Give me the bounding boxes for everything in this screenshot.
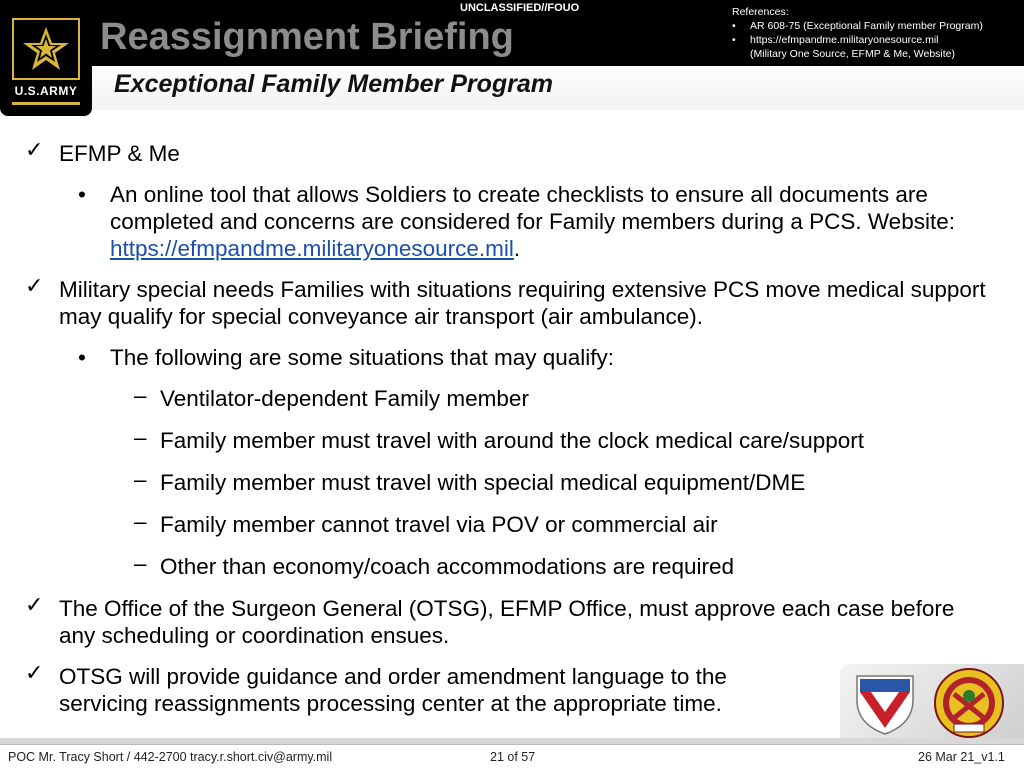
materiel-command-shield-icon xyxy=(852,670,918,736)
bullet-text: An online tool that allows Soldiers to create checklists to ensure all documents are completed and concerns are considered for Family members during a PCS. Website: xyxy=(110,182,955,234)
page-subtitle: Exceptional Family Member Program xyxy=(114,70,554,98)
situation-text: Family member cannot travel via POV or commercial air xyxy=(160,512,718,537)
bullet-text: OTSG will provide guidance and order amendment language to the servicing reassignments processing center at the appropriate time. xyxy=(59,664,727,716)
situation-text: Other than economy/coach accommodations are required xyxy=(160,554,735,579)
check-icon: ✓ xyxy=(25,273,44,298)
list-item xyxy=(0,273,994,330)
list-item xyxy=(0,181,998,262)
footer-poc: POC Mr. Tracy Short / 442-2700 tracy.r.short.civ@army.mil xyxy=(8,750,333,764)
dash-icon: – xyxy=(134,467,147,492)
situation-text: Ventilator-dependent Family member xyxy=(160,386,529,411)
bullet-text: The Office of the Surgeon General (OTSG), EFMP Office, must approve each case before any scheduling or coordination ensues. xyxy=(59,596,955,648)
reference-note: (Military One Source, EFMP & Me, Website) xyxy=(750,48,956,60)
list-item xyxy=(0,137,994,167)
situation-text: Family member must travel with special medical equipment/DME xyxy=(160,470,806,495)
bullet-text: EFMP & Me xyxy=(59,141,180,166)
dash-icon: – xyxy=(134,425,147,450)
check-icon: ✓ xyxy=(25,592,44,617)
list-item xyxy=(0,592,994,649)
references-box xyxy=(732,5,983,61)
bullet-text-end: . xyxy=(513,236,521,261)
page-title: Reassignment Briefing xyxy=(100,16,514,58)
support-insignia-icon xyxy=(932,666,1006,740)
references-heading: References: xyxy=(732,6,789,18)
list-item xyxy=(0,385,1024,412)
list-item xyxy=(0,553,1024,580)
bullet-icon: • xyxy=(78,345,86,370)
check-icon: ✓ xyxy=(25,137,44,162)
dash-icon: – xyxy=(134,509,147,534)
list-item xyxy=(0,344,998,371)
check-icon: ✓ xyxy=(25,660,44,685)
bullet-text: The following are some situations that may qualify: xyxy=(110,345,614,370)
bullet-icon: • xyxy=(78,182,86,207)
army-star-icon xyxy=(12,18,80,80)
logo-underline xyxy=(12,102,80,105)
list-item xyxy=(0,511,1024,538)
list-item xyxy=(0,427,1024,454)
footer-page-number: 21 of 57 xyxy=(490,750,536,764)
slide-body xyxy=(0,137,1024,731)
army-logo-text: U.S.ARMY xyxy=(14,84,78,98)
footer-version: 26 Mar 21_v1.1 xyxy=(918,750,1005,764)
list-item xyxy=(0,660,814,717)
army-logo xyxy=(0,10,92,116)
bullet-text: Military special needs Families with situations requiring extensive PCS move medical support may qualify for special conveyance air transport (air ambulance). xyxy=(59,277,986,329)
efmp-website-link[interactable]: https://efmpandme.militaryonesource.mil xyxy=(110,236,514,261)
references-list xyxy=(732,19,983,47)
reference-item: • AR 608-75 (Exceptional Family member Program) xyxy=(732,19,983,33)
classification-label: UNCLASSIFIED//FOUO xyxy=(460,2,580,14)
emblem-panel xyxy=(840,664,1024,740)
list-item xyxy=(0,469,1024,496)
situation-text: Family member must travel with around the clock medical care/support xyxy=(160,428,865,453)
reference-item[interactable]: • https://efmpandme.militaryonesource.mil xyxy=(732,33,983,47)
dash-icon: – xyxy=(134,383,147,408)
dash-icon: – xyxy=(134,551,147,576)
